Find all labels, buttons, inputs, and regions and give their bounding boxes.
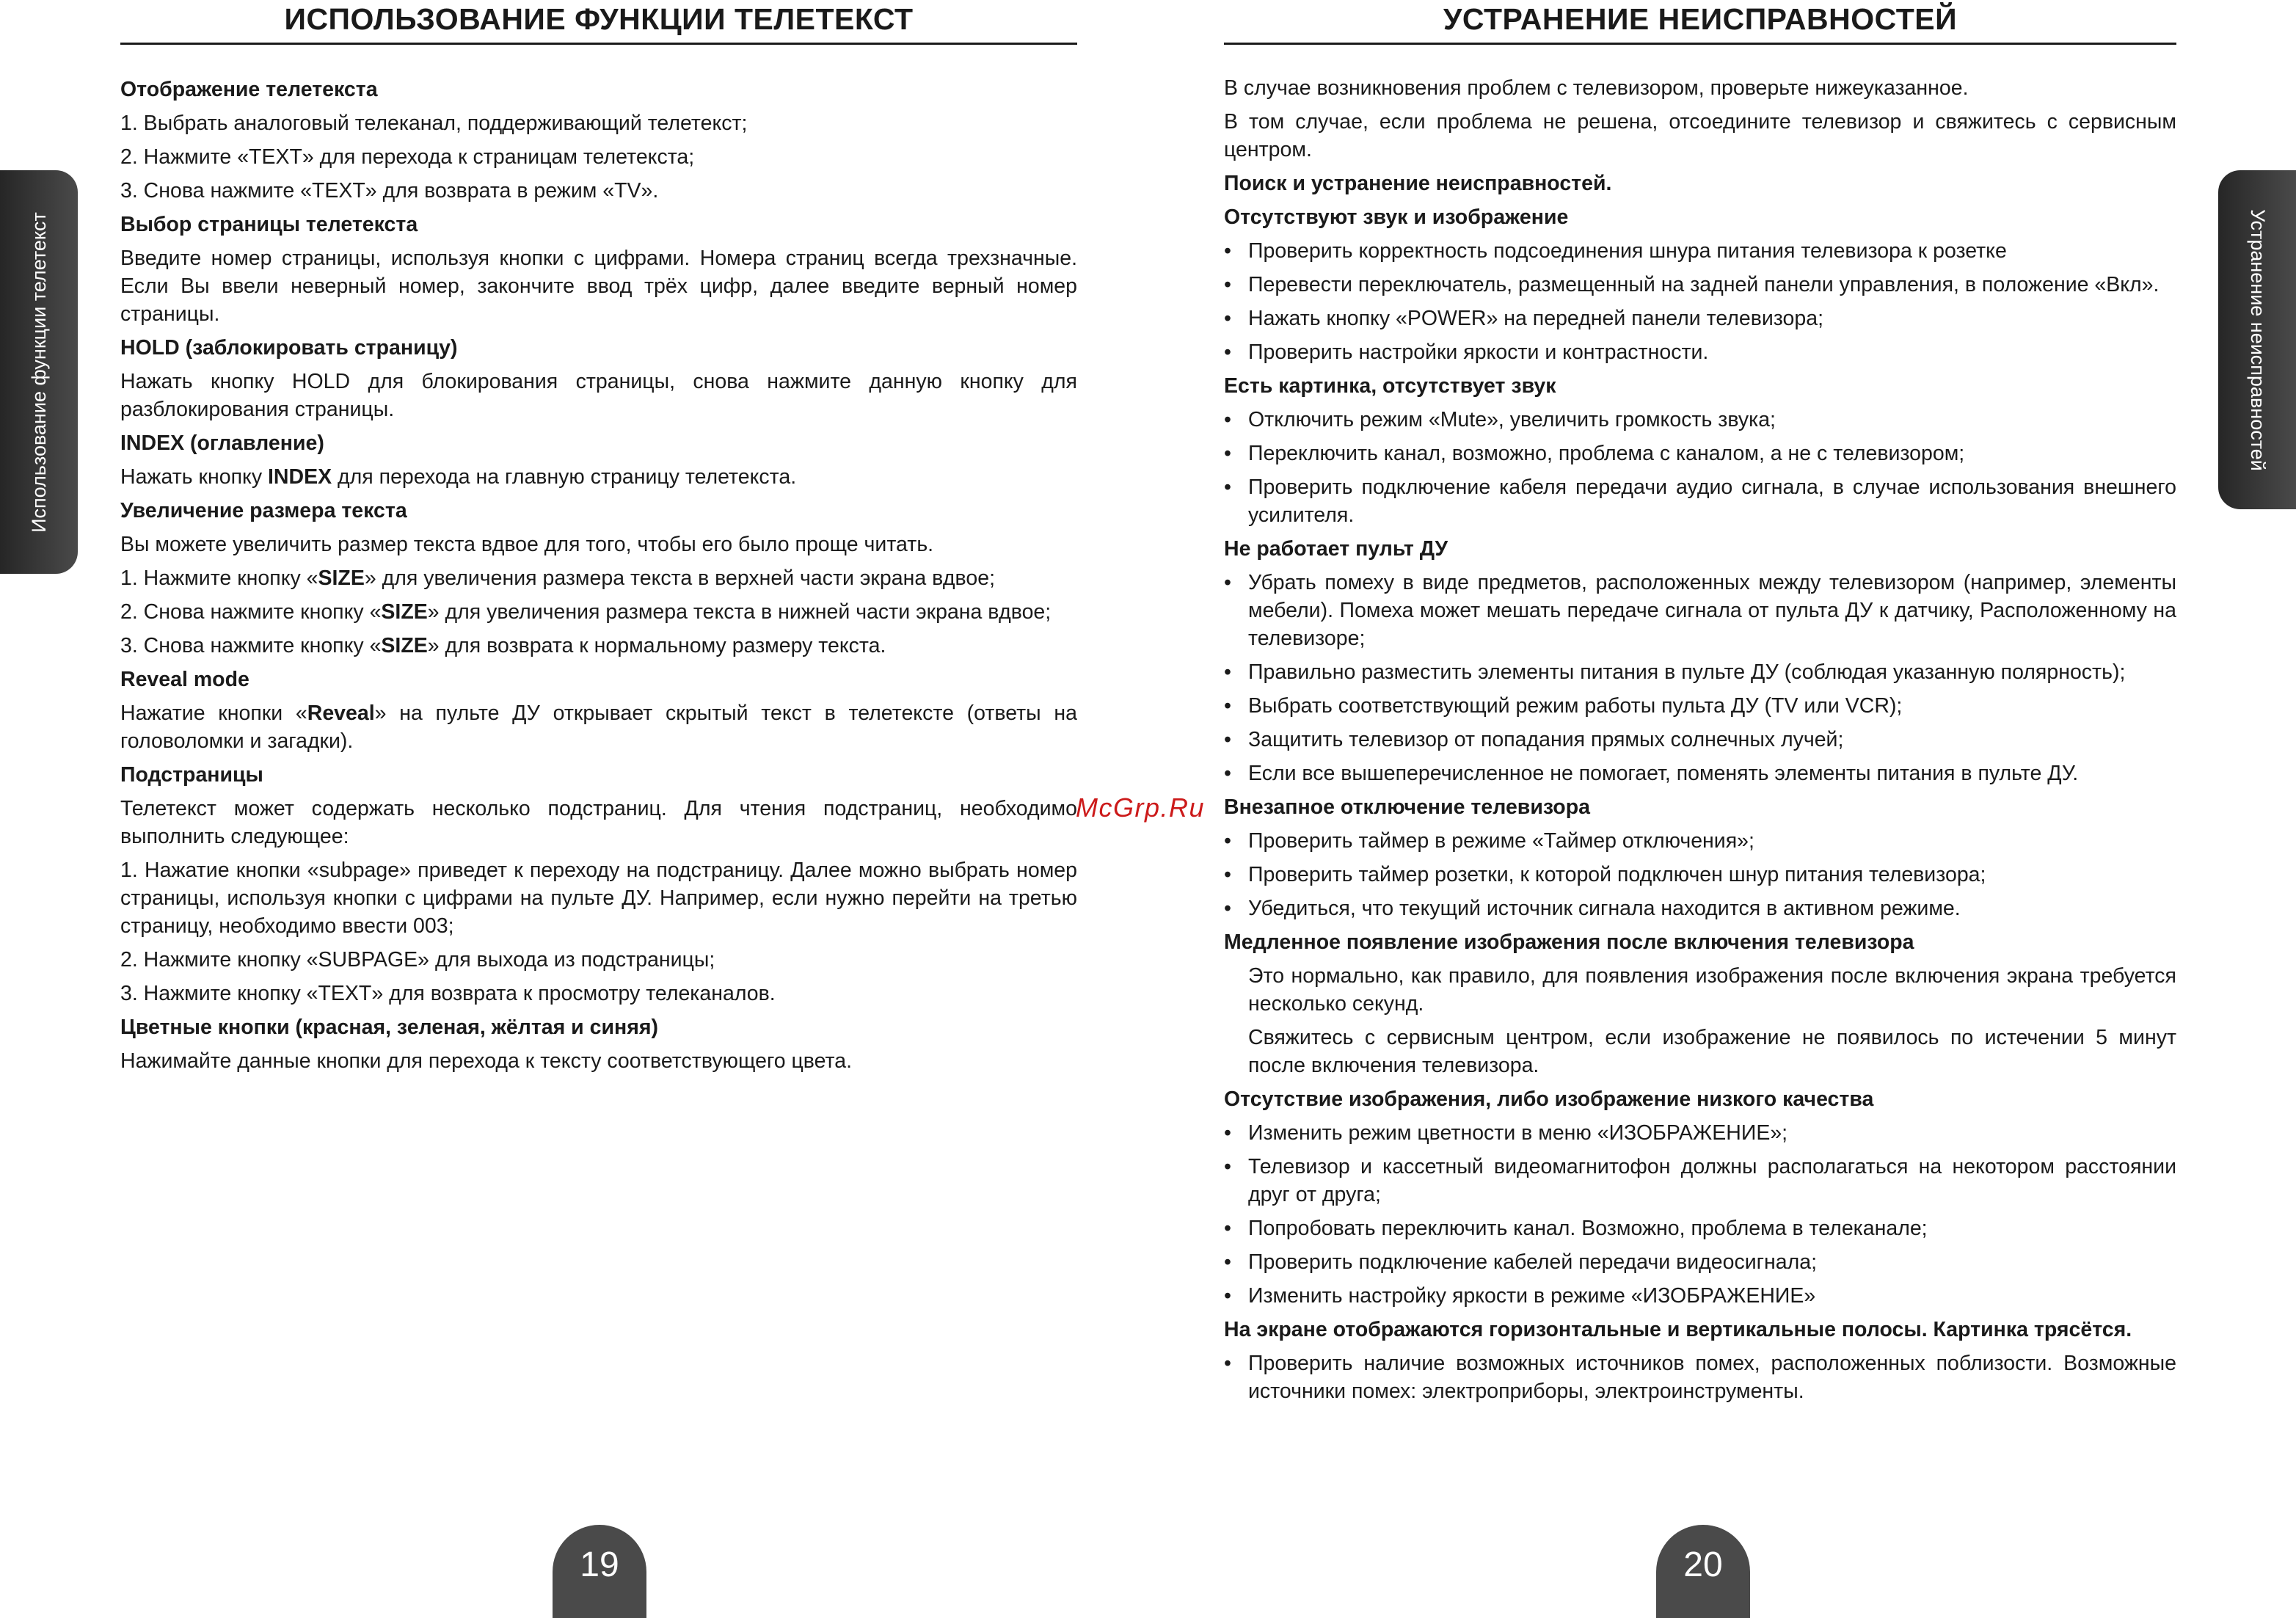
list-item: • Проверить таймер в режиме «Таймер отключения»; [1224,827,2176,855]
list-item: • Отключить режим «Mute», увеличить громкость звука; [1224,406,2176,434]
page-content [1224,74,2176,1405]
paragraph: Нажать кнопку HOLD для блокирования страницы, снова нажмите данную кнопку для разблокирования страницы. [120,370,1077,421]
paragraph: Это нормально, как правило, для появления изображения после включения экрана требуется несколько секунд. [1248,964,2176,1016]
step: 1. Нажатие кнопки «subpage» приведет к переходу на подстраницу. Далее можно выбрать номер страницы, используя кнопки с цифрами на пульте ДУ. Например, если нужно перейти на третью страницу, необходимо ввести 003; [120,859,1077,938]
section-heading: Подстраницы [120,763,263,787]
page-title: УСТРАНЕНИЕ НЕИСПРАВНОСТЕЙ [1224,0,2176,45]
step: 2. Нажмите кнопку «SUBPAGE» для выхода из подстраницы; [120,948,715,972]
list-item: • Убрать помеху в виде предметов, расположенных между телевизором (например, элементы мебели). Помеха может мешать передаче сигнала от пульта ДУ к датчику, Расположенному на телевизоре; [1224,569,2176,652]
step: 3. Нажмите кнопку «TEXT» для возврата к просмотру телеканалов. [120,982,776,1005]
list-item: • Защитить телевизор от попадания прямых солнечных лучей; [1224,726,2176,754]
step: 2. Снова нажмите кнопку «SIZE» для увеличения размера текста в нижней части экрана вдвое; [120,600,1052,624]
page-20 [1224,0,2176,1411]
step: 1. Нажмите кнопку «SIZE» для увеличения размера текста в верхней части экрана вдвое; [120,566,995,590]
section-heading: Есть картинка, отсутствует звук [1224,374,1556,398]
list-item: • Выбрать соответствующий режим работы пульта ДУ (TV или VCR); [1224,692,2176,720]
page-19 [120,0,1077,1081]
section-heading: Отображение телетекста [120,78,378,101]
paragraph: Свяжитесь с сервисным центром, если изображение не появилось по истечении 5 минут после включения телевизора. [1248,1026,2176,1077]
page-content [120,76,1077,1075]
watermark: McGrp.Ru [1076,792,1206,823]
section-heading: Выбор страницы телетекста [120,213,418,236]
step: 3. Снова нажмите «TEXT» для возврата в режим «TV». [120,179,659,203]
side-tab-right [2218,170,2296,509]
side-tab-left-label: Использование функции телетекст [27,211,50,533]
section-heading: На экране отображаются горизонтальные и вертикальные полосы. Картинка трясётся. [1224,1318,2132,1341]
step: 1. Выбрать аналоговый телеканал, поддерживающий телетекст; [120,112,748,135]
paragraph: В том случае, если проблема не решена, отсоедините телевизор и свяжитесь с сервисным центром. [1224,110,2176,161]
list-item: • Убедиться, что текущий источник сигнала находится в активном режиме. [1224,894,2176,922]
paragraph: В случае возникновения проблем с телевизором, проверьте нижеуказанное. [1224,76,1969,100]
page-title: ИСПОЛЬЗОВАНИЕ ФУНКЦИИ ТЕЛЕТЕКСТ [120,0,1077,45]
list-item: • Проверить таймер розетки, к которой подключен шнур питания телевизора; [1224,861,2176,889]
list-item: • Нажать кнопку «POWER» на передней панели телевизора; [1224,305,2176,332]
step: 2. Нажмите «TEXT» для перехода к страницам телетекста; [120,145,695,169]
list-item: • Изменить режим цветности в меню «ИЗОБРАЖЕНИЕ»; [1224,1119,2176,1147]
section-heading: INDEX (оглавление) [120,431,324,455]
list-item: • Правильно разместить элементы питания в пульте ДУ (соблюдая указанную полярность); [1224,658,2176,686]
list-item: • Проверить настройки яркости и контрастности. [1224,338,2176,366]
section-heading: Цветные кнопки (красная, зеленая, жёлтая и синяя) [120,1016,658,1039]
section-heading: Отсутствие изображения, либо изображение низкого качества [1224,1087,1874,1111]
list-item: • Перевести переключатель, размещенный на задней панели управления, в положение «Вкл». [1224,271,2176,299]
list-item: • Проверить подключение кабелей передачи видеосигнала; [1224,1248,2176,1276]
list-item: • Проверить корректность подсоединения шнура питания телевизора к розетке [1224,237,2176,265]
list-item: • Проверить подключение кабеля передачи аудио сигнала, в случае использования внешнего усилителя. [1224,473,2176,529]
page-number-19: 19 [553,1525,646,1618]
section-heading: Не работает пульт ДУ [1224,537,1448,561]
section-heading: Внезапное отключение телевизора [1224,795,1590,819]
paragraph: Введите номер страницы, используя кнопки с цифрами. Номера страниц всегда трехзначные. Если Вы ввели неверный номер, закончите ввод трёх цифр, далее введите верный номер страницы. [120,247,1077,326]
section-heading: Увеличение размера текста [120,499,407,522]
paragraph: Вы можете увеличить размер текста вдвое для того, чтобы его было проще читать. [120,533,934,556]
section-heading: Reveal mode [120,668,249,691]
step: 3. Снова нажмите кнопку «SIZE» для возврата к нормальному размеру текста. [120,634,886,657]
main-heading: Поиск и устранение неисправностей. [1224,172,1612,195]
paragraph: Нажимайте данные кнопки для перехода к тексту соответствующего цвета. [120,1049,853,1073]
section-heading: Отсутствуют звук и изображение [1224,205,1569,229]
section-heading: Медленное появление изображения после включения телевизора [1224,930,1914,954]
list-item: • Изменить настройку яркости в режиме «ИЗОБРАЖЕНИЕ» [1224,1282,2176,1310]
paragraph: Нажать кнопку INDEX для перехода на главную страницу телетекста. [120,465,797,489]
paragraph: Телетекст может содержать несколько подстраниц. Для чтения подстраниц, необходимо выполнить следующее: [120,797,1077,848]
side-tab-right-label: Устранение неисправностей [2246,208,2269,471]
list-item: • Проверить наличие возможных источников помех, расположенных поблизости. Возможные источники помех: электроприборы, электроинструменты. [1224,1349,2176,1405]
list-item: • Телевизор и кассетный видеомагнитофон должны располагаться на некотором расстоянии друг от друга; [1224,1153,2176,1209]
paragraph: Нажатие кнопки «Reveal» на пульте ДУ открывает скрытый текст в телетексте (ответы на головоломки и загадки). [120,702,1077,753]
page-number-20: 20 [1656,1525,1750,1618]
list-item: • Переключить канал, возможно, проблема с каналом, а не с телевизором; [1224,440,2176,467]
side-tab-left [0,170,78,574]
list-item: • Попробовать переключить канал. Возможно, проблема в телеканале; [1224,1214,2176,1242]
section-heading: HOLD (заблокировать страницу) [120,336,458,360]
list-item: • Если все вышеперечисленное не помогает, поменять элементы питания в пульте ДУ. [1224,759,2176,787]
